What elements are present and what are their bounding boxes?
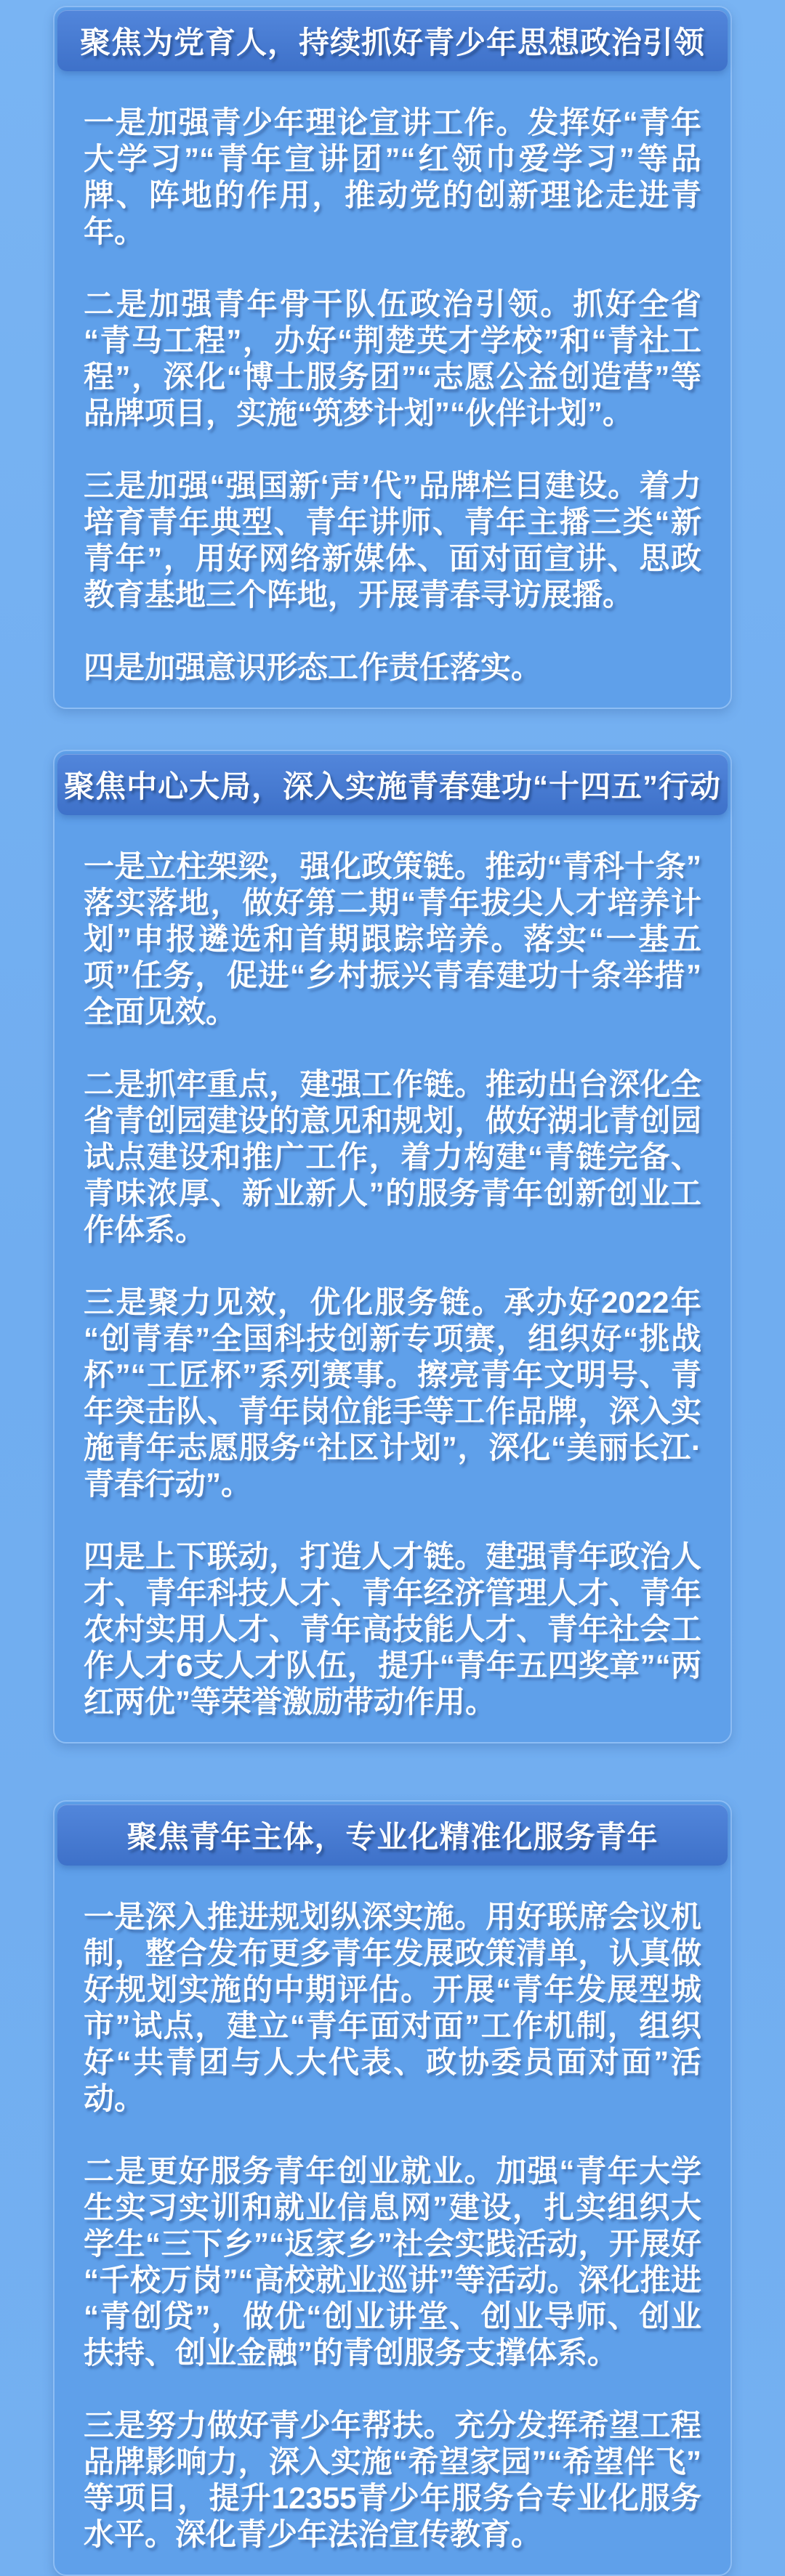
section-body (55, 71, 730, 708)
section-banner (57, 1805, 728, 1866)
section-card-2 (53, 750, 732, 1743)
section-card-1 (53, 6, 732, 709)
section-body (55, 1866, 730, 2575)
section-body (55, 815, 730, 1742)
paragraph: 四是加强意识形态工作责任落实。 (84, 650, 542, 684)
section-card-3 (53, 1800, 732, 2576)
section-title: 聚焦为党育人，持续抓好青少年思想政治引领 (79, 25, 705, 60)
paragraph: 一是深入推进规划纵深实施。用好联席会议机制，整合发布更多青年发展政策清单，认真做好规划实施的中期评估。开展“青年发展型城市”试点，建立“青年面对面”工作机制，组织好“共青团与人大代表、政协委员面对面”活动。 (84, 1900, 701, 2115)
section-title: 聚焦中心大局，深入实施青春建功“十四五”行动 (63, 769, 721, 803)
paragraph: 三是加强“强国新‘声’代”品牌栏目建设。着力培育青年典型、青年讲师、青年主播三类“新青年”，用好网络新媒体、面对面宣讲、思政教育基地三个阵地，开展青春寻访展播。 (84, 469, 701, 612)
section-banner (57, 10, 728, 71)
paragraph: 二是加强青年骨干队伍政治引领。抓好全省“青马工程”，办好“荆楚英才学校”和“青社工程”，深化“博士服务团”“志愿公益创造营”等品牌项目，实施“筑梦计划”“伙伴计划”。 (84, 287, 701, 430)
section-banner (57, 754, 728, 815)
paragraph: 三是努力做好青少年帮扶。充分发挥希望工程品牌影响力，深入实施“希望家园”“希望伴飞”等项目，提升12355青少年服务台专业化服务水平。深化青少年法治宣传教育。 (84, 2408, 701, 2551)
paragraph: 一是加强青少年理论宣讲工作。发挥好“青年大学习”“青年宣讲团”“红领巾爱学习”等品牌、阵地的作用，推动党的创新理论走进青年。 (84, 105, 701, 248)
paragraph: 三是聚力见效，优化服务链。承办好2022年“创青春”全国科技创新专项赛，组织好“挑战杯”“工匠杯”系列赛事。擦亮青年文明号、青年突击队、青年岗位能手等工作品牌，深入实施青年志愿服务“社区计划”，深化“美丽长江·青春行动”。 (84, 1285, 701, 1501)
paragraph: 四是上下联动，打造人才链。建强青年政治人才、青年科技人才、青年经济管理人才、青年农村实用人才、青年高技能人才、青年社会工作人才6支人才队伍，提升“青年五四奖章”“两红两优”等荣誉激励带动作用。 (84, 1539, 701, 1719)
paragraph: 二是更好服务青年创业就业。加强“青年大学生实习实训和就业信息网”建设，扎实组织大学生“三下乡”“返家乡”社会实践活动，开展好“千校万岗”“高校就业巡讲”等活动。深化推进“青创贷”，做优“创业讲堂、创业导师、创业扶持、创业金融”的青创服务支撑体系。 (84, 2154, 701, 2370)
paragraph: 一是立柱架梁，强化政策链。推动“青科十条”落实落地，做好第二期“青年拔尖人才培养计划”申报遴选和首期跟踪培养。落实“一基五项”任务，促进“乡村振兴青春建功十条举措”全面见效。 (84, 849, 701, 1029)
section-title: 聚焦青年主体，专业化精准化服务青年 (126, 1820, 659, 1854)
paragraph: 二是抓牢重点，建强工作链。推动出台深化全省青创园建设的意见和规划，做好湖北青创园试点建设和推广工作，着力构建“青链完备、青味浓厚、新业新人”的服务青年创新创业工作体系。 (84, 1067, 701, 1247)
